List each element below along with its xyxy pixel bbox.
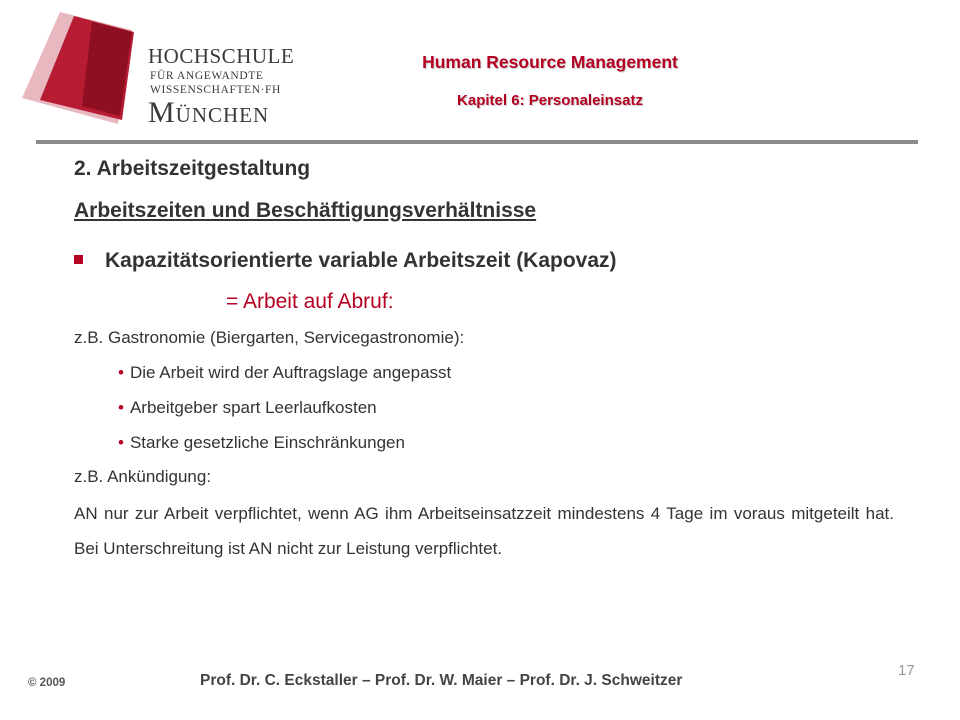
copyright-notice: © 2009	[28, 677, 66, 689]
logo-text-line2: FÜR ANGEWANDTE	[150, 70, 264, 82]
chapter-title: Kapitel 6: Personaleinsatz	[457, 92, 643, 109]
dot-bullet-icon: •	[118, 363, 124, 382]
list-item-text: Starke gesetzliche Einschränkungen	[129, 433, 405, 452]
logo-text-line1: HOCHSCHULE	[148, 44, 295, 68]
list-item	[118, 363, 451, 383]
list-item-text: Arbeitgeber spart Leerlaufkosten	[129, 398, 377, 417]
dot-bullet-icon: •	[118, 433, 124, 452]
section-subtitle: Arbeitszeiten und Beschäftigungsverhältnisse	[74, 199, 537, 222]
example-intro: z.B. Gastronomie (Biergarten, Servicegastronomie):	[74, 328, 465, 347]
list-item-text: Die Arbeit wird der Auftragslage angepasst	[129, 363, 452, 382]
header-divider	[36, 140, 918, 144]
logo-text-line3: WISSENSCHAFTEN·FH	[150, 84, 281, 96]
notice-intro: z.B. Ankündigung:	[74, 467, 212, 486]
university-logo	[22, 12, 295, 129]
bullet-heading	[74, 249, 617, 273]
logo-text-city: München	[148, 96, 270, 129]
authors-footer: Prof. Dr. C. Eckstaller – Prof. Dr. W. Maier – Prof. Dr. J. Schweitzer	[200, 672, 683, 689]
section-title: 2. Arbeitszeitgestaltung	[74, 157, 311, 180]
list-item	[118, 398, 377, 418]
dot-bullet-icon: •	[118, 398, 124, 417]
page-number: 17	[898, 662, 915, 679]
course-title: Human Resource Management	[422, 52, 678, 72]
definition-text: = Arbeit auf Abruf:	[226, 290, 394, 313]
list-item	[118, 433, 405, 453]
square-bullet-icon	[74, 255, 83, 264]
notice-paragraph: AN nur zur Arbeit verpflichtet, wenn AG ihm Arbeitseinsatzzeit mindestens 4 Tage im voraus mitgeteilt hat. Bei Unterschreitung ist AN nicht zur Leistung verpflichtet.	[74, 504, 894, 558]
bullet-heading-text: Kapazitätsorientierte variable Arbeitszeit (Kapovaz)	[105, 249, 617, 272]
